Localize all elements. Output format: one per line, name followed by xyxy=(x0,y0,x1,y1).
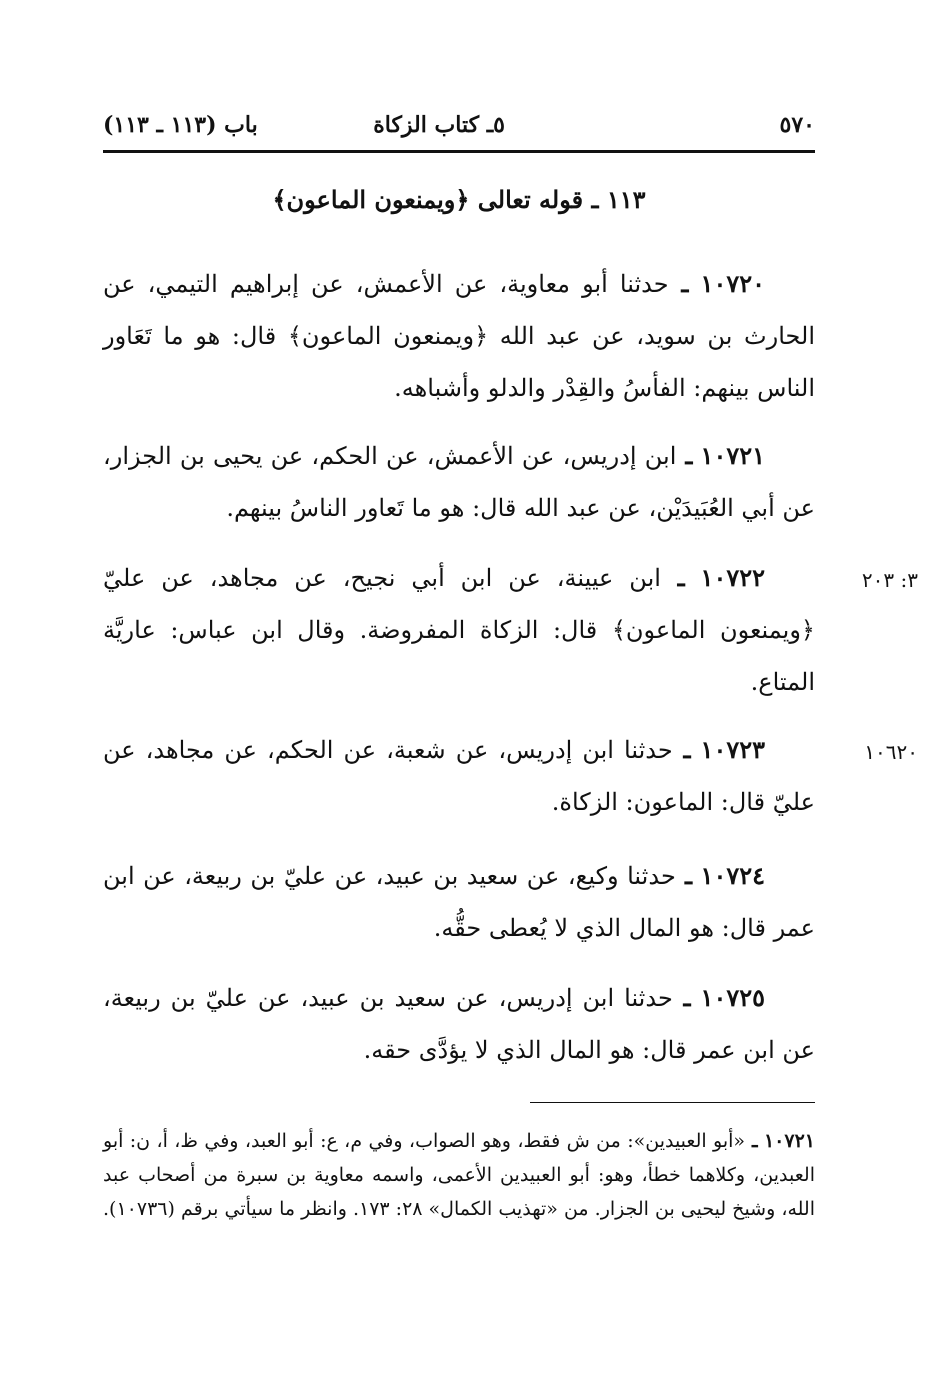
running-header xyxy=(103,108,815,150)
hadith-text: ابن عيينة، عن ابن أبي نجيح، عن مجاهد، عن عليّ ﴿ويمنعون الماعون﴾ قال: الزكاة المفروضة. وقال ابن عباس: عاريَّة المتاع. xyxy=(103,564,815,696)
header-divider xyxy=(103,150,815,153)
hadith-number: ١٠٧٢٣ xyxy=(700,735,765,764)
page-number: ٥٧٠ xyxy=(779,112,815,138)
chapter-range: باب (١١٣ ـ ١١٣) xyxy=(103,112,258,138)
footnote: ١٠٧٢١ ـ «أبو العبيدين»: من ش فقط، وهو الصواب، وفي م، ع: أبو العبد، وفي ظ، أ، ن: أبو العبدين، وكلاهما خطأ، وهو: أبو العبيدين الأعمى، واسمه معاوية بن سبرة من أصحاب عبد الله، وشيخ ليحيى بن الجزار. من «تهذيب الكمال» ٢٨: ١٧٣. وانظر ما سيأتي برقم (١٠٧٣٦). xyxy=(103,1130,815,1220)
hadith-number: ١٠٧٢٠ xyxy=(700,269,765,298)
cross-reference: ٣: ٢٠٣ xyxy=(861,568,918,592)
book-title: ٥ـ كتاب الزكاة xyxy=(373,112,505,138)
hadith-entry: ١٠٧٢٣ ـ حدثنا ابن إدريس، عن شعبة، عن الحكم، عن مجاهد، عن عليّ قال: الماعون: الزكاة. xyxy=(103,735,815,816)
hadith-number: ١٠٧٢٢ xyxy=(700,563,765,592)
hadith-text: حدثنا ابن إدريس، عن شعبة، عن الحكم، عن مجاهد، عن عليّ قال: الماعون: الزكاة. xyxy=(103,736,815,816)
footnote-divider xyxy=(530,1102,815,1103)
footnote-text: «أبو العبيدين»: من ش فقط، وهو الصواب، وفي م، ع: أبو العبد، وفي ظ، أ، ن: أبو العبدين، وكلاهما خطأ، وهو: أبو العبيدين الأعمى، واسمه معاوية بن سبرة من أصحاب عبد الله، وشيخ ليحيى بن الجزار. من «تهذيب الكمال» ٢٨: ١٧٣. وانظر ما سيأتي برقم (١٠٧٣٦). xyxy=(103,1130,815,1220)
footnote-number: ١٠٧٢١ xyxy=(763,1130,815,1152)
hadith-entry: ١٠٧٢٢ ـ ابن عيينة، عن ابن أبي نجيح، عن مجاهد، عن عليّ ﴿ويمنعون الماعون﴾ قال: الزكاة المفروضة. وقال ابن عباس: عاريَّة المتاع. xyxy=(103,563,815,696)
hadith-entry: ١٠٧٢٥ ـ حدثنا ابن إدريس، عن سعيد بن عبيد، عن عليّ بن ربيعة، عن ابن عمر قال: هو المال الذي لا يؤدَّى حقه. xyxy=(103,983,815,1064)
hadith-text: حدثنا ابن إدريس، عن سعيد بن عبيد، عن عليّ بن ربيعة، عن ابن عمر قال: هو المال الذي لا يؤدَّى حقه. xyxy=(103,984,815,1064)
cross-reference: ١٠٦٢٠ xyxy=(864,740,918,764)
hadith-entry: ١٠٧٢١ ـ ابن إدريس، عن الأعمش، عن الحكم، عن يحيى بن الجزار، عن أبي العُبَيدَيْن، عن عبد الله قال: هو ما تَعاور الناسُ بينهم. xyxy=(103,441,815,522)
hadith-number: ١٠٧٢١ xyxy=(700,441,765,470)
hadith-entry: ١٠٧٢٠ ـ حدثنا أبو معاوية، عن الأعمش، عن إبراهيم التيمي، عن الحارث بن سويد، عن عبد الله ﴿ويمنعون الماعون﴾ قال: هو ما تَعَاور الناس بينهم: الفأسُ والقِدْر والدلو وأشباهه. xyxy=(103,269,815,402)
hadith-text: حدثنا وكيع، عن سعيد بن عبيد، عن عليّ بن ربيعة، عن ابن عمر قال: هو المال الذي لا يُعطى حقُّه. xyxy=(103,862,815,942)
hadith-text: حدثنا أبو معاوية، عن الأعمش، عن إبراهيم التيمي، عن الحارث بن سويد، عن عبد الله ﴿ويمنعون الماعون﴾ قال: هو ما تَعَاور الناس بينهم: الفأسُ والقِدْر والدلو وأشباهه. xyxy=(103,270,815,402)
hadith-number: ١٠٧٢٥ xyxy=(700,983,765,1012)
hadith-number: ١٠٧٢٤ xyxy=(700,861,765,890)
hadith-text: ابن إدريس، عن الأعمش، عن الحكم، عن يحيى بن الجزار، عن أبي العُبَيدَيْن، عن عبد الله قال: هو ما تَعاور الناسُ بينهم. xyxy=(103,442,815,522)
hadith-entry: ١٠٧٢٤ ـ حدثنا وكيع، عن سعيد بن عبيد، عن عليّ بن ربيعة، عن ابن عمر قال: هو المال الذي لا يُعطى حقُّه. xyxy=(103,861,815,942)
chapter-title: ١١٣ ـ قوله تعالى ﴿ويمنعون الماعون﴾ xyxy=(272,185,646,214)
